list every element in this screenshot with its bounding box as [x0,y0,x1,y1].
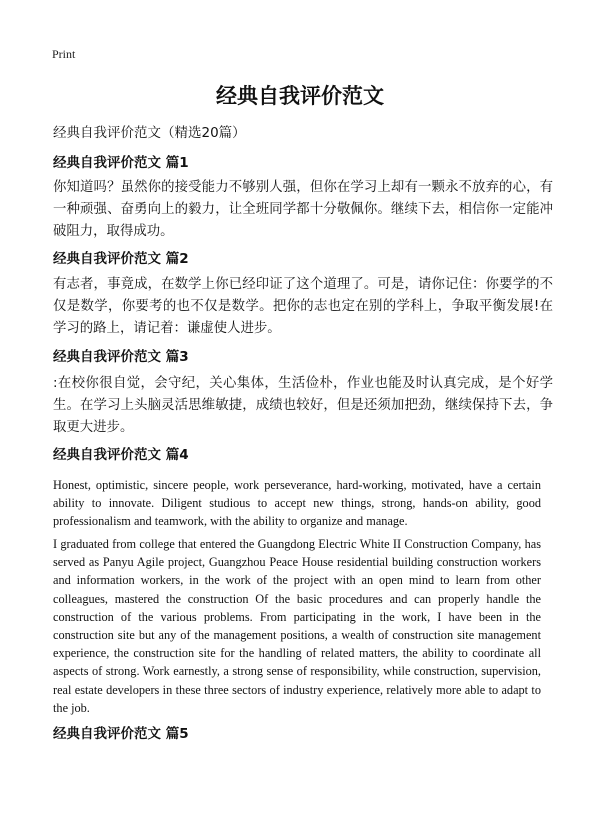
section-3-paragraph: :在校你很自觉，会守纪，关心集体，生活俭朴，作业也能及时认真完成，是个好学生。在学习上头脑灵活思维敏捷，成绩也较好，但是还须加把劲，继续保持下去，争取更大进步。 [53,376,553,435]
section-2-paragraph: 有志者，事竟成，在数学上你已经印证了这个道理了。可是，请你记住：你要学的不仅是数学，你要考的也不仅是数学。把你的志也定在别的学科上，争取平衡发展!在学习的路上，请记着：谦虚使人进步。 [53,277,553,336]
section-heading-4: 经典自我评价范文 篇4 [53,447,189,463]
print-link[interactable]: Print [52,47,76,61]
document-subtitle: 经典自我评价范文（精选20篇） [53,125,246,141]
section-4-paragraph-2: I graduated from college that entered the Guangdong Electric White II Construction Company, has served as Panyu Agile project, Guangzhou Peace House residential building construction workers and information workers, in the work of the project with an open mind to learn from other colleagues, mastered the construction Of the basic procedures and can properly handle the construction of the various problems. From participating in the work, I have been in the construction site but any of the management positions, a wealth of construction site management experience, the construction site for the handling of related matters, the ability to coordinate all aspects of strong. Work earnestly, a strong sense of responsibility, while construction, supervision, real estate developers in these three sectors of industry experience, relatively more able to adapt to the job. [53,537,541,715]
section-heading-1: 经典自我评价范文 篇1 [53,155,189,171]
section-4-paragraph-1: Honest, optimistic, sincere people, work perseverance, hard-working, motivated, have a certain ability to innovate. Diligent studious to accept new things, strong, hands-on ability, good professionalism and teamwork, with the ability to organize and manage. [53,478,541,529]
document-title: 经典自我评价范文 [216,84,384,108]
section-heading-5: 经典自我评价范文 篇5 [53,726,189,742]
section-heading-3: 经典自我评价范文 篇3 [53,349,189,365]
section-heading-2: 经典自我评价范文 篇2 [53,251,189,267]
section-1-paragraph: 你知道吗？虽然你的接受能力不够别人强，但你在学习上却有一颗永不放弃的心，有一种顽强、奋勇向上的毅力，让全班同学都十分敬佩你。继续下去，相信你一定能冲破阻力，取得成功。 [53,180,553,239]
